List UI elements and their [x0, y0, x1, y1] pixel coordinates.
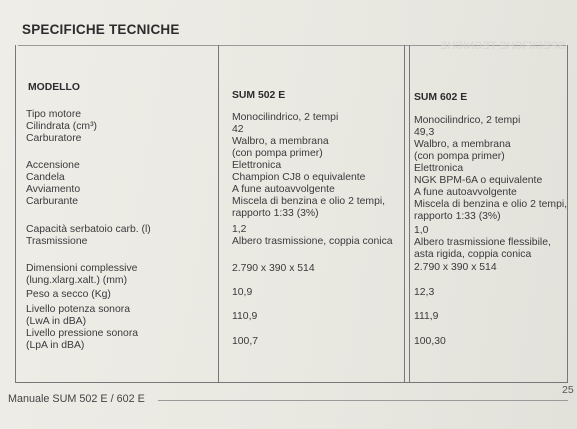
section-title: SPECIFICHE TECNICHE: [22, 22, 180, 37]
page-number: 25: [562, 384, 574, 396]
col1-group-3: [232, 224, 393, 248]
spec-value: Albero trasmissione flessibile,: [414, 236, 551, 248]
column-divider-3: [409, 45, 410, 382]
labels-group-6: [26, 304, 130, 328]
spec-value: 10,9: [232, 287, 253, 298]
spec-value: Elettronica: [232, 160, 282, 171]
spec-value: A fune autoavvolgente: [232, 183, 335, 195]
spec-value: Miscela di benzina e olio 2 tempi,: [414, 198, 568, 210]
spec-value: (con pompa primer): [232, 147, 323, 159]
col2-group-7: [414, 336, 446, 348]
spec-label: Peso a secco (Kg): [26, 289, 111, 300]
col1-group-1: [232, 112, 338, 160]
spec-value: Monocilindrico, 2 tempi: [232, 112, 339, 123]
header-sum-502e: SUM 502 E: [232, 90, 286, 101]
spec-value: NGK BPM-6A o equivalente: [414, 174, 543, 186]
spec-label: Avviamento: [26, 183, 81, 195]
labels-group-2: [26, 160, 80, 208]
col2-group-1: [414, 115, 520, 163]
spec-value: 2.790 x 390 x 514: [232, 263, 315, 274]
spec-value: Elettronica: [414, 163, 464, 174]
col1-group-5: [232, 287, 252, 299]
footer-manual-title: Manuale SUM 502 E / 602 E: [8, 393, 145, 405]
show-through-title: SPECIFICHE TECNICHE: [440, 40, 566, 52]
spec-label: Accensione: [26, 160, 80, 171]
labels-group-1: [26, 109, 97, 145]
spec-value: 42: [232, 123, 244, 135]
spec-value: Walbro, a membrana: [414, 138, 511, 150]
col2-group-2: [414, 163, 567, 223]
spec-value: rapporto 1:33 (3%): [232, 207, 319, 219]
spec-value: 49,3: [414, 126, 435, 138]
col1-group-7: [232, 336, 258, 348]
spec-value: rapporto 1:33 (3%): [414, 210, 501, 222]
spec-value: 2.790 x 390 x 514: [414, 262, 497, 273]
col1-group-6: [232, 311, 257, 323]
column-divider-1: [218, 45, 219, 382]
spec-label: Livello potenza sonora: [26, 304, 130, 315]
labels-group-3: [26, 224, 151, 248]
spec-value: Miscela di benzina e olio 2 tempi,: [232, 195, 386, 207]
spec-label: Candela: [26, 171, 65, 183]
spec-label: Dimensioni complessive: [26, 263, 138, 274]
col2-group-5: [414, 287, 434, 299]
col2-group-3: [414, 225, 551, 261]
spec-value: 1,0: [414, 225, 429, 236]
labels-group-4: [26, 263, 137, 287]
spec-label: Cilindrata (cm³): [26, 120, 98, 132]
spec-value: 1,2: [232, 224, 247, 235]
spec-label: (LpA in dBA): [26, 339, 85, 351]
header-sum-602e: SUM 602 E: [414, 92, 468, 103]
spec-value: asta rigida, coppia conica: [414, 248, 532, 260]
col1-group-2: [232, 160, 385, 220]
spec-value: Monocilindrico, 2 tempi: [414, 115, 521, 126]
spec-label: Tipo motore: [26, 109, 82, 120]
spec-label: Capacità serbatoio carb. (l): [26, 224, 151, 235]
spec-label: (LwA in dBA): [26, 315, 87, 327]
spec-label: Livello pressione sonora: [26, 328, 139, 339]
spec-value: 110,9: [232, 311, 258, 322]
header-model: MODELLO: [28, 82, 80, 93]
spec-label: (lung.xlarg.xalt.) (mm): [26, 274, 128, 286]
col2-group-4: [414, 262, 497, 274]
spec-value: (con pompa primer): [414, 150, 505, 162]
spec-value: 100,7: [232, 336, 259, 347]
spec-label: Carburatore: [26, 132, 82, 144]
column-divider-2: [404, 45, 405, 382]
spec-value: Albero trasmissione, coppia conica: [232, 235, 393, 247]
col1-group-4: [232, 263, 315, 275]
spec-value: 111,9: [414, 311, 439, 322]
spec-label: Carburante: [26, 195, 78, 207]
footer-divider: [158, 400, 568, 401]
spec-value: A fune autoavvolgente: [414, 186, 517, 198]
labels-group-5: [26, 289, 111, 301]
spec-label: Trasmissione: [26, 235, 88, 247]
labels-group-7: [26, 328, 138, 352]
spec-value: 12,3: [414, 287, 435, 298]
spec-value: 100,30: [414, 336, 446, 347]
col2-group-6: [414, 311, 438, 323]
spec-value: Champion CJ8 o equivalente: [232, 171, 366, 183]
spec-value: Walbro, a membrana: [232, 135, 329, 147]
